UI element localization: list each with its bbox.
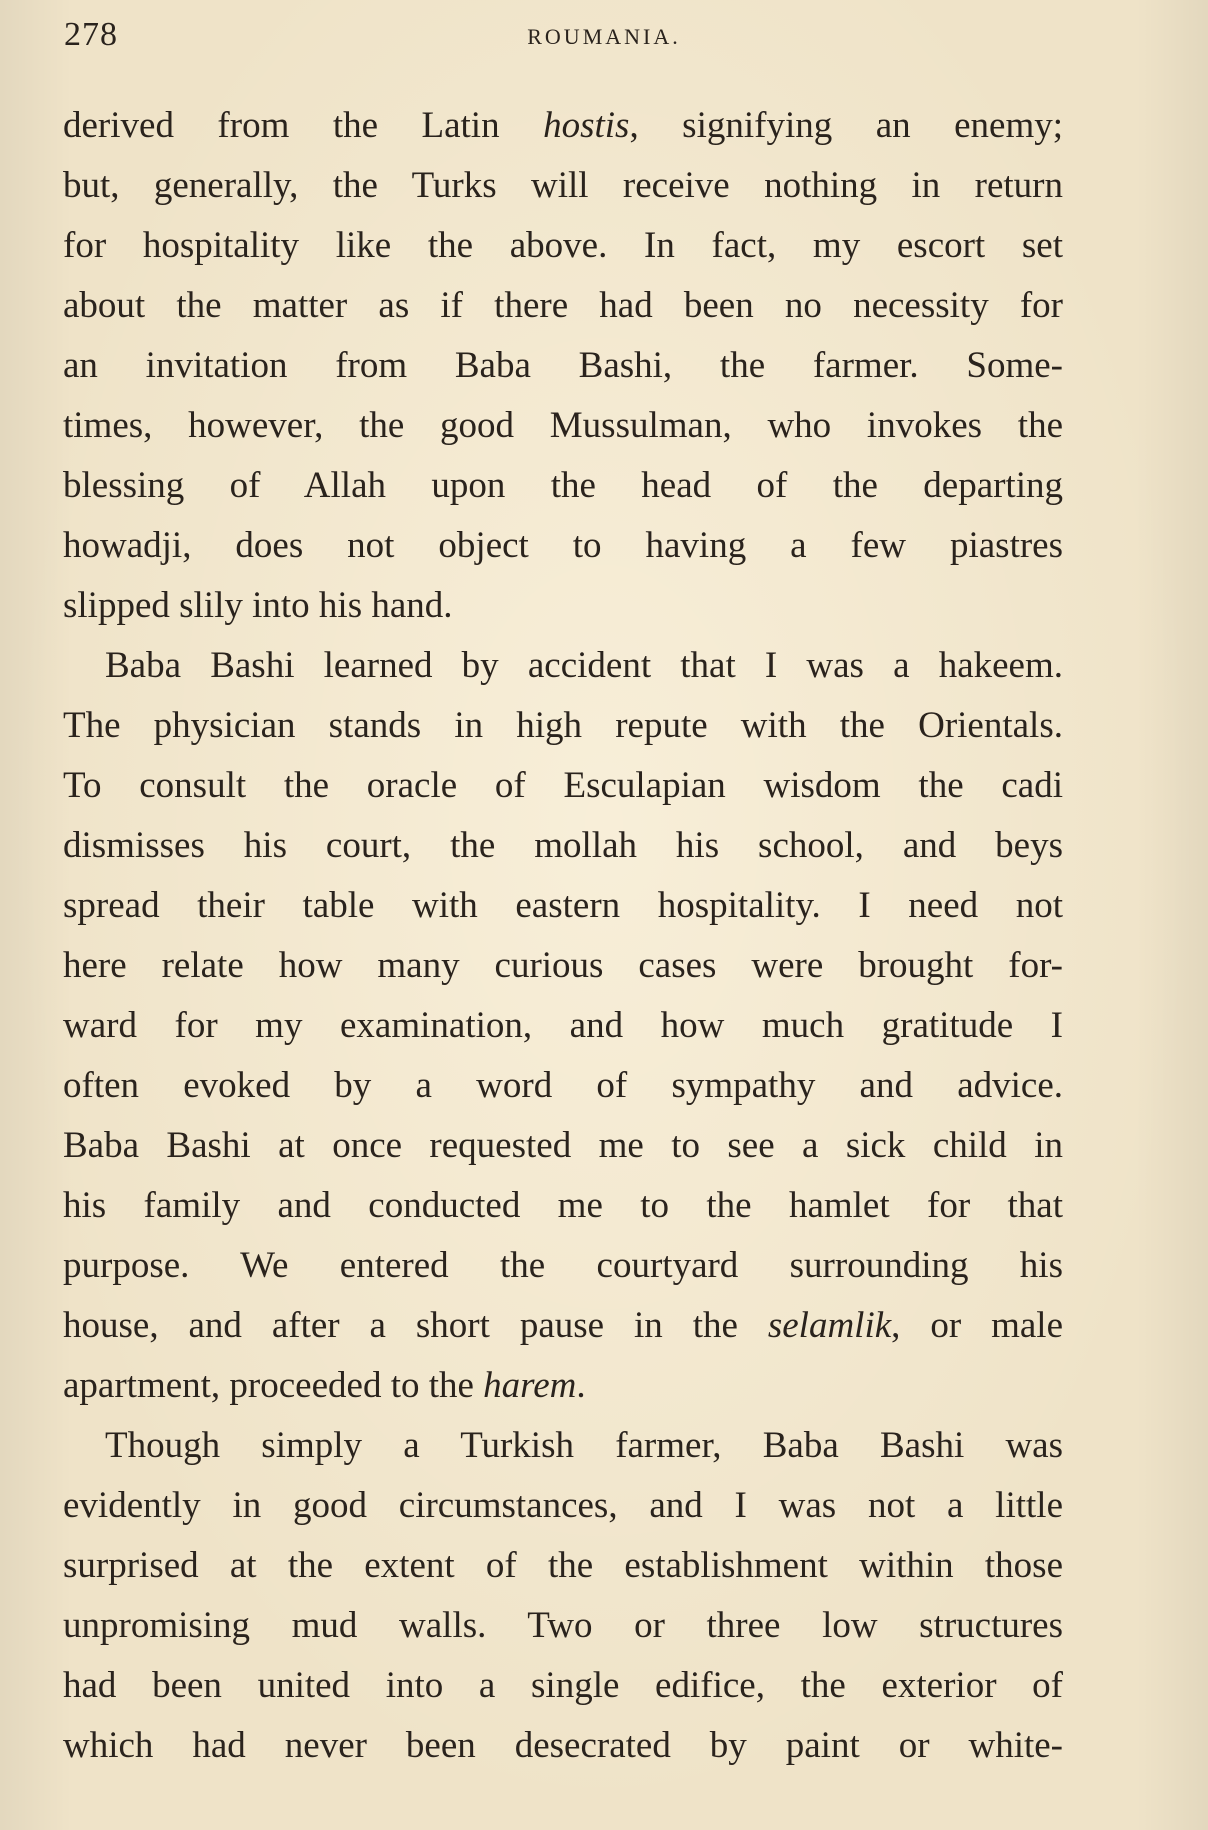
text-run: evidently in good circumstances, and I was not a little (63, 1485, 1063, 1526)
text-run: Though simply a Turkish farmer, Baba Bashi was (105, 1425, 1063, 1466)
text-run: had been united into a single edifice, the exterior of (63, 1665, 1063, 1706)
text-run: here relate how many curious cases were brought for- (63, 945, 1063, 986)
text-line (63, 1536, 1063, 1596)
text-run: Baba Bashi learned by accident that I was a hakeem. (105, 645, 1063, 686)
text-line (63, 1236, 1063, 1296)
text-run: derived from the Latin (63, 105, 544, 146)
text-run: , signifying an enemy; (629, 105, 1063, 146)
text-line (63, 216, 1063, 276)
text-line (63, 1356, 1063, 1416)
text-run: To consult the oracle of Esculapian wisdom the cadi (63, 765, 1063, 806)
text-run: . (576, 1365, 586, 1406)
text-line (63, 1296, 1063, 1356)
text-line (63, 1596, 1063, 1656)
page-number: 278 (64, 16, 118, 53)
italic-text: selamlik (767, 1305, 892, 1346)
text-line (63, 696, 1063, 756)
text-line (63, 456, 1063, 516)
italic-text: harem (483, 1365, 577, 1406)
text-line (63, 1116, 1063, 1176)
text-line (63, 396, 1063, 456)
running-head: ROUMANIA. (527, 24, 681, 49)
text-run: ward for my examination, and how much gratitude I (63, 1005, 1063, 1046)
text-run: dismisses his court, the mollah his school, and beys (63, 825, 1063, 866)
text-run: which had never been desecrated by paint or white- (63, 1725, 1063, 1766)
text-line (63, 996, 1063, 1056)
text-run: surprised at the extent of the establishment within those (63, 1545, 1063, 1586)
text-run: house, and after a short pause in the (63, 1305, 768, 1346)
text-run: apartment, proceeded to the (63, 1365, 484, 1406)
text-line (63, 276, 1063, 336)
text-run: for hospitality like the above. In fact, my escort set (63, 225, 1063, 266)
text-run: The physician stands in high repute with the Orientals. (63, 705, 1063, 746)
text-run: times, however, the good Mussulman, who invokes the (63, 405, 1063, 446)
text-line (63, 576, 1063, 636)
body-text (63, 96, 1063, 1776)
text-run: an invitation from Baba Bashi, the farmer. Some- (63, 345, 1063, 386)
text-run: but, generally, the Turks will receive nothing in return (63, 165, 1063, 206)
text-line (63, 936, 1063, 996)
text-line (63, 1716, 1063, 1776)
text-run: , or male (891, 1305, 1063, 1346)
text-run: unpromising mud walls. Two or three low structures (63, 1605, 1063, 1646)
text-line (63, 1416, 1063, 1476)
italic-text: hostis (543, 105, 630, 146)
text-line (63, 636, 1063, 696)
text-run: blessing of Allah upon the head of the departing (63, 465, 1063, 506)
text-run: his family and conducted me to the hamlet for that (63, 1185, 1063, 1226)
text-run: howadji, does not object to having a few piastres (63, 525, 1063, 566)
text-run: about the matter as if there had been no necessity for (63, 285, 1063, 326)
text-run: slipped slily into his hand. (63, 585, 453, 626)
text-line (63, 96, 1063, 156)
text-line (63, 336, 1063, 396)
text-run: often evoked by a word of sympathy and advice. (63, 1065, 1063, 1106)
text-line (63, 156, 1063, 216)
text-run: Baba Bashi at once requested me to see a sick child in (63, 1125, 1063, 1166)
text-line (63, 876, 1063, 936)
text-line (63, 1056, 1063, 1116)
text-line (63, 1176, 1063, 1236)
text-line (63, 1476, 1063, 1536)
text-line (63, 756, 1063, 816)
text-line (63, 816, 1063, 876)
text-run: purpose. We entered the courtyard surrounding his (63, 1245, 1063, 1286)
text-line (63, 516, 1063, 576)
text-line (63, 1656, 1063, 1716)
text-run: spread their table with eastern hospitality. I need not (63, 885, 1063, 926)
